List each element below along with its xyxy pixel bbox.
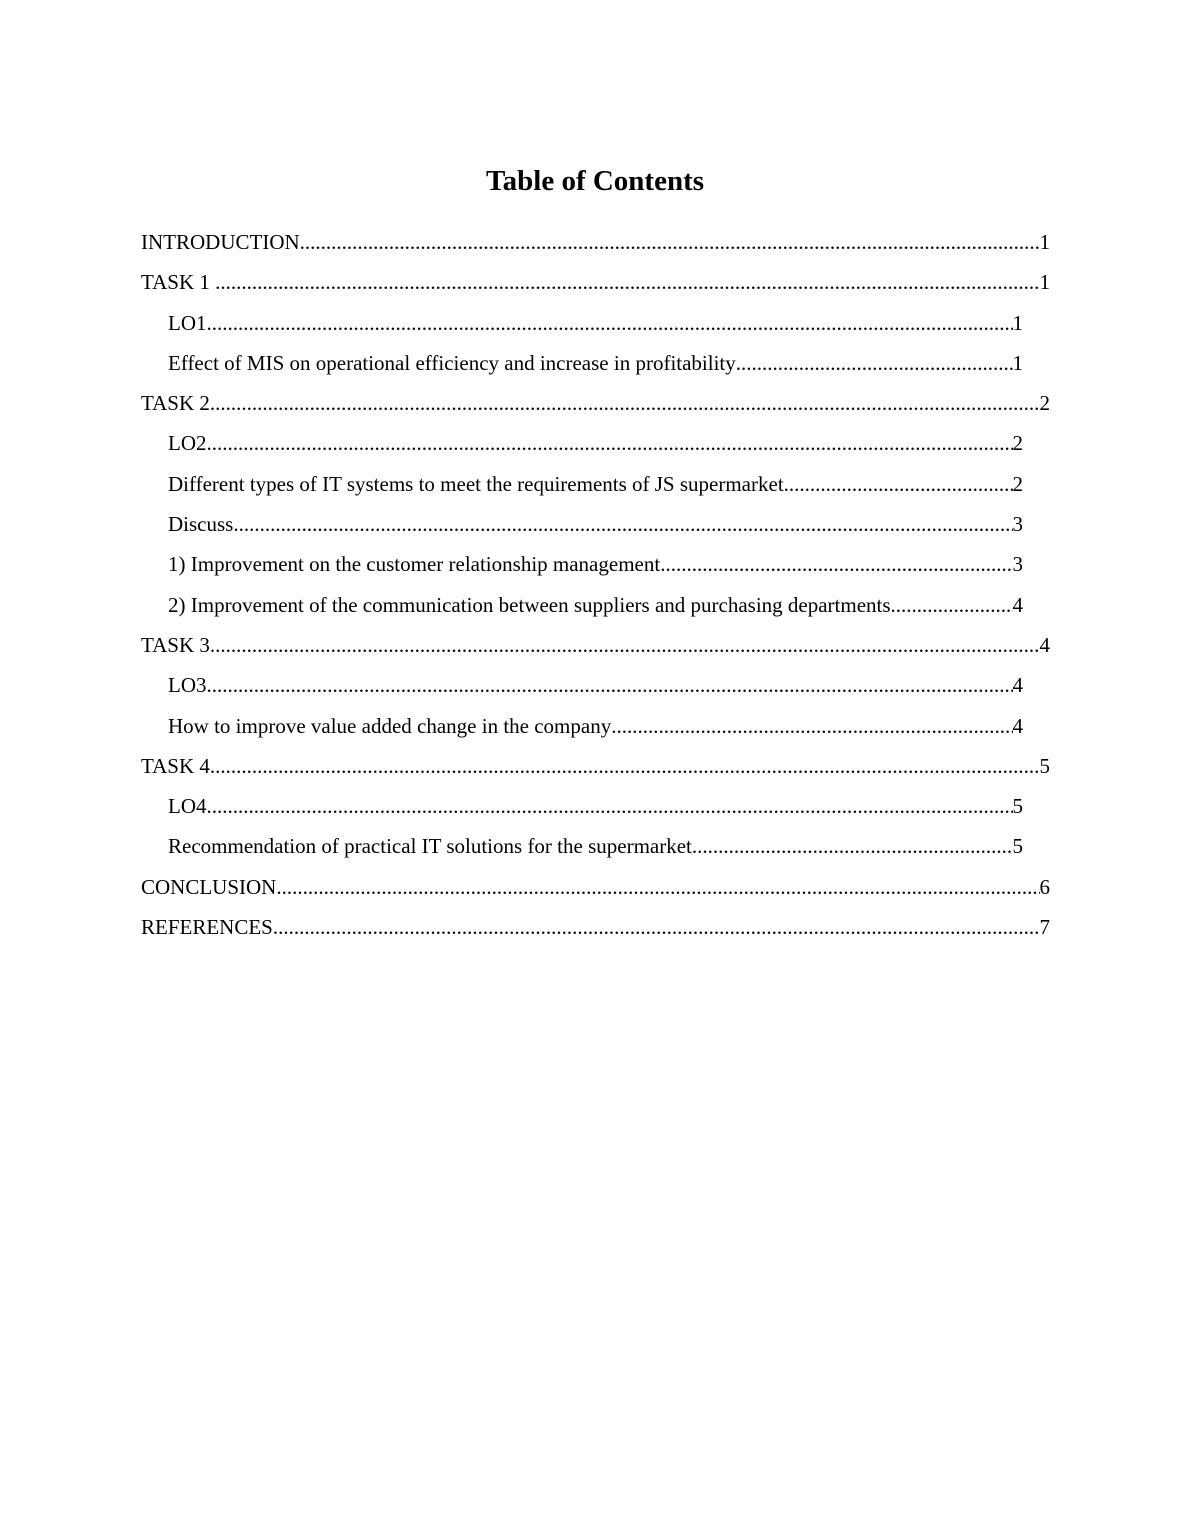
toc-entry-lo2[interactable] <box>168 423 1023 463</box>
toc-entry-text: LO4 <box>168 794 207 819</box>
toc-entry-text: Different types of IT systems to meet the requirements of JS supermarket <box>168 471 784 496</box>
toc-leader-dots <box>736 343 1013 383</box>
toc-entry-text: TASK 1 <box>141 270 216 295</box>
toc-leader-dots <box>611 706 1012 746</box>
toc-entry-lo3[interactable] <box>168 665 1023 705</box>
toc-page-number: 5 <box>1039 753 1050 778</box>
toc-page-number: 3 <box>1012 512 1023 537</box>
toc-leader-dots <box>660 544 1012 584</box>
toc-entry-text: 1) Improvement on the customer relationship management <box>168 552 661 577</box>
toc-leader-dots <box>207 665 1013 705</box>
toc-leader-dots <box>300 222 1040 262</box>
toc-entry-text: CONCLUSION <box>141 874 277 899</box>
toc-entry-effect-of-mis[interactable] <box>168 343 1023 383</box>
toc-entry-text: LO1 <box>168 310 207 335</box>
toc-entry-text: LO2 <box>168 431 207 456</box>
toc-page-number: 2 <box>1012 431 1023 456</box>
toc-page-number: 2 <box>1039 391 1050 416</box>
toc-entry-different-types-of-it-systems[interactable] <box>168 464 1023 504</box>
toc-entry-task-4[interactable] <box>141 746 1050 786</box>
toc-page-number: 7 <box>1039 915 1050 940</box>
toc-entry-lo4[interactable] <box>168 786 1023 826</box>
toc-entry-text: Effect of MIS on operational efficiency and increase in profitability <box>168 350 736 375</box>
toc-leader-dots <box>233 504 1012 544</box>
toc-leader-dots <box>207 303 1013 343</box>
toc-list <box>0 222 1190 947</box>
toc-page-number: 1 <box>1012 350 1023 375</box>
toc-leader-dots <box>210 625 1040 665</box>
toc-title: Table of Contents <box>485 165 705 197</box>
toc-entry-text: INTRODUCTION <box>141 230 300 254</box>
toc-page-number: 4 <box>1039 632 1050 657</box>
toc-entry-improvement-communication[interactable] <box>168 585 1023 625</box>
toc-page-number: 5 <box>1012 794 1023 819</box>
toc-entry-text: REFERENCES <box>141 915 273 940</box>
toc-entry-task-1[interactable] <box>141 262 1050 302</box>
toc-entry-text: TASK 2 <box>141 391 210 416</box>
toc-entry-text: 2) Improvement of the communication between suppliers and purchasing departments. <box>168 592 896 617</box>
toc-leader-dots <box>210 746 1040 786</box>
toc-entry-text: Recommendation of practical IT solutions for the supermarket <box>168 834 692 859</box>
toc-leader-dots <box>215 262 1039 302</box>
toc-entry-text: Discuss <box>168 512 234 537</box>
toc-leader-dots <box>207 423 1013 463</box>
toc-page-number: 1 <box>1012 310 1023 335</box>
toc-leader-dots <box>273 907 1040 947</box>
toc-entry-text: LO3 <box>168 673 207 698</box>
toc-leader-dots <box>896 585 1013 625</box>
toc-page-number: 4 <box>1012 673 1023 698</box>
toc-entry-references[interactable] <box>141 907 1050 947</box>
toc-page-number: 4 <box>1012 713 1023 738</box>
toc-entry-text: TASK 3 <box>141 632 210 657</box>
toc-entry-value-added-change[interactable] <box>168 706 1023 746</box>
toc-page-number: 4 <box>1012 592 1023 617</box>
toc-entry-improvement-crm[interactable] <box>168 544 1023 584</box>
toc-leader-dots <box>692 826 1013 866</box>
toc-entry-text: How to improve value added change in the company <box>168 713 612 738</box>
toc-page-number: 5 <box>1012 834 1023 859</box>
toc-page-number: 2 <box>1012 471 1023 496</box>
toc-entry-recommendation-it-solutions[interactable] <box>168 826 1023 866</box>
toc-entry-discuss[interactable] <box>168 504 1023 544</box>
toc-entry-conclusion[interactable] <box>141 867 1050 907</box>
toc-leader-dots <box>207 786 1013 826</box>
toc-page-number: 1 <box>1039 270 1050 295</box>
toc-page-number: 1 <box>1039 230 1050 254</box>
toc-entry-introduction[interactable] <box>141 222 1050 262</box>
toc-leader-dots <box>784 464 1013 504</box>
toc-page-number: 3 <box>1012 552 1023 577</box>
toc-leader-dots <box>276 867 1039 907</box>
toc-entry-task-3[interactable] <box>141 625 1050 665</box>
toc-entry-text: TASK 4 <box>141 753 210 778</box>
toc-leader-dots <box>210 383 1040 423</box>
toc-entry-task-2[interactable] <box>141 383 1050 423</box>
toc-page-number: 6 <box>1039 874 1050 899</box>
toc-entry-lo1[interactable] <box>168 303 1023 343</box>
